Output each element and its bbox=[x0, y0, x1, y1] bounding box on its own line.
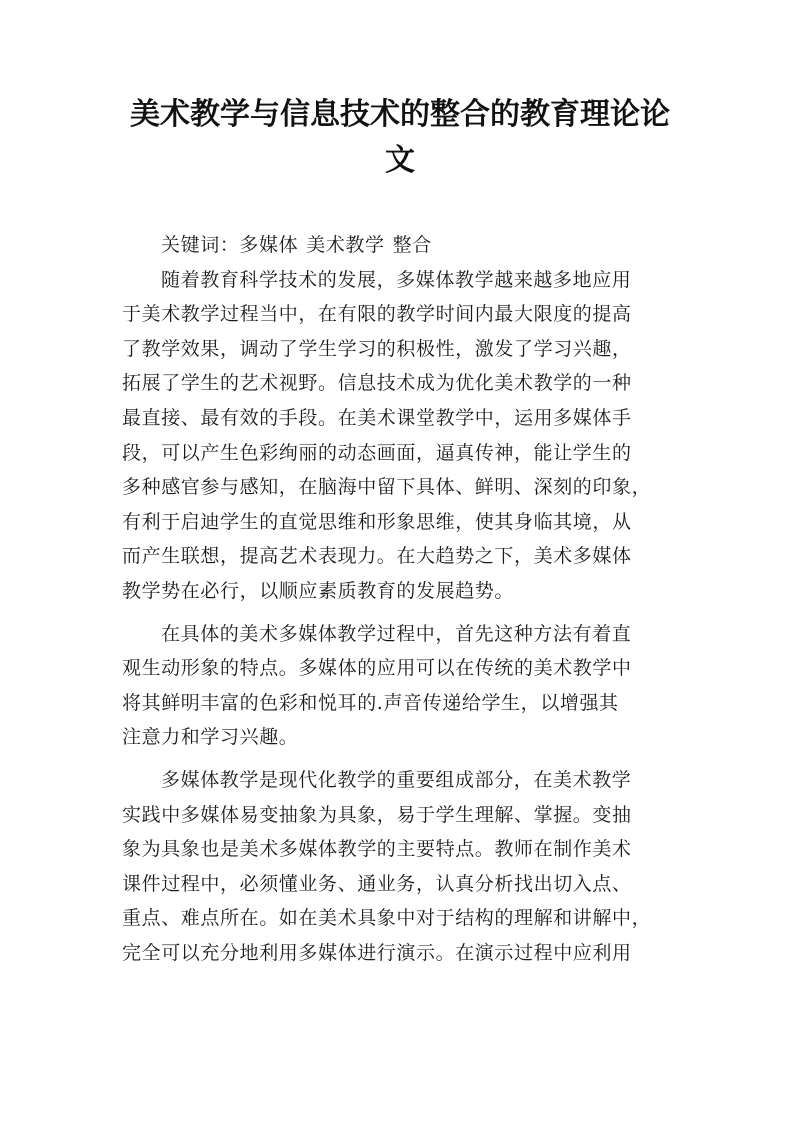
paragraph-line: 多媒体教学是现代化教学的重要组成部分，在美术教学 bbox=[161, 768, 632, 791]
paragraph-line: 注意力和学习兴趣。 bbox=[122, 726, 299, 749]
paragraph-line: 于美术教学过程当中，在有限的教学时间内最大限度的提高 bbox=[122, 303, 632, 326]
paragraph-line: 课件过程中，必须懂业务、通业务，认真分析找出切入点、 bbox=[122, 872, 632, 895]
keyword: 整合 bbox=[392, 234, 432, 256]
paragraph-line: 了教学效果，调动了学生学习的积极性，激发了学习兴趣， bbox=[122, 337, 632, 360]
paragraph-line: 观生动形象的特点。多媒体的应用可以在传统的美术教学中 bbox=[122, 657, 632, 680]
paragraph-line: 最直接、最有效的手段。在美术课堂教学中，运用多媒体手 bbox=[122, 406, 632, 429]
paragraph-line: 完全可以充分地利用多媒体进行演示。在演示过程中应利用 bbox=[122, 941, 632, 964]
paragraph-line: 教学势在必行，以顺应素质教育的发展趋势。 bbox=[122, 579, 515, 602]
paragraph bbox=[122, 763, 682, 971]
document-body bbox=[122, 228, 682, 970]
paragraph-gap bbox=[122, 609, 682, 617]
paragraph-line: 多种感官参与感知，在脑海中留下具体、鲜明、深刻的印象， bbox=[122, 476, 652, 499]
keywords-label: 关键词： bbox=[161, 234, 240, 256]
paragraph-line: 将其鲜明丰富的色彩和悦耳的.声音传递给学生，以增强其 bbox=[122, 691, 619, 714]
paragraph-gap bbox=[122, 755, 682, 763]
paragraph-line: 随着教育科学技术的发展，多媒体教学越来越多地应用 bbox=[161, 268, 632, 291]
keyword: 美术教学 bbox=[306, 234, 385, 256]
paragraph-line: 在具体的美术多媒体教学过程中，首先这种方法有着直 bbox=[161, 622, 632, 645]
paragraph-line: 拓展了学生的艺术视野。信息技术成为优化美术教学的一种 bbox=[122, 372, 632, 395]
title-line: 美术教学与信息技术的整合的教育理论论 bbox=[130, 97, 670, 132]
document-title bbox=[120, 92, 680, 184]
keywords-line bbox=[122, 228, 682, 263]
paragraph-line: 实践中多媒体易变抽象为具象，易于学生理解、掌握。变抽 bbox=[122, 803, 632, 826]
paragraph-line: 重点、难点所在。如在美术具象中对于结构的理解和讲解中， bbox=[122, 907, 652, 930]
title-line: 文 bbox=[385, 143, 415, 178]
paragraphs bbox=[122, 263, 682, 971]
paragraph-line: 象为具象也是美术多媒体教学的主要特点。教师在制作美术 bbox=[122, 838, 632, 861]
paragraph-line: 而产生联想，提高艺术表现力。在大趋势之下，美术多媒体 bbox=[122, 545, 632, 568]
paragraph bbox=[122, 617, 682, 755]
paragraph-line: 有利于启迪学生的直觉思维和形象思维，使其身临其境，从 bbox=[122, 510, 632, 533]
keyword: 多媒体 bbox=[239, 234, 299, 256]
paragraph bbox=[122, 263, 682, 609]
paragraph-line: 段，可以产生色彩绚丽的动态画面，逼真传神，能让学生的 bbox=[122, 441, 632, 464]
